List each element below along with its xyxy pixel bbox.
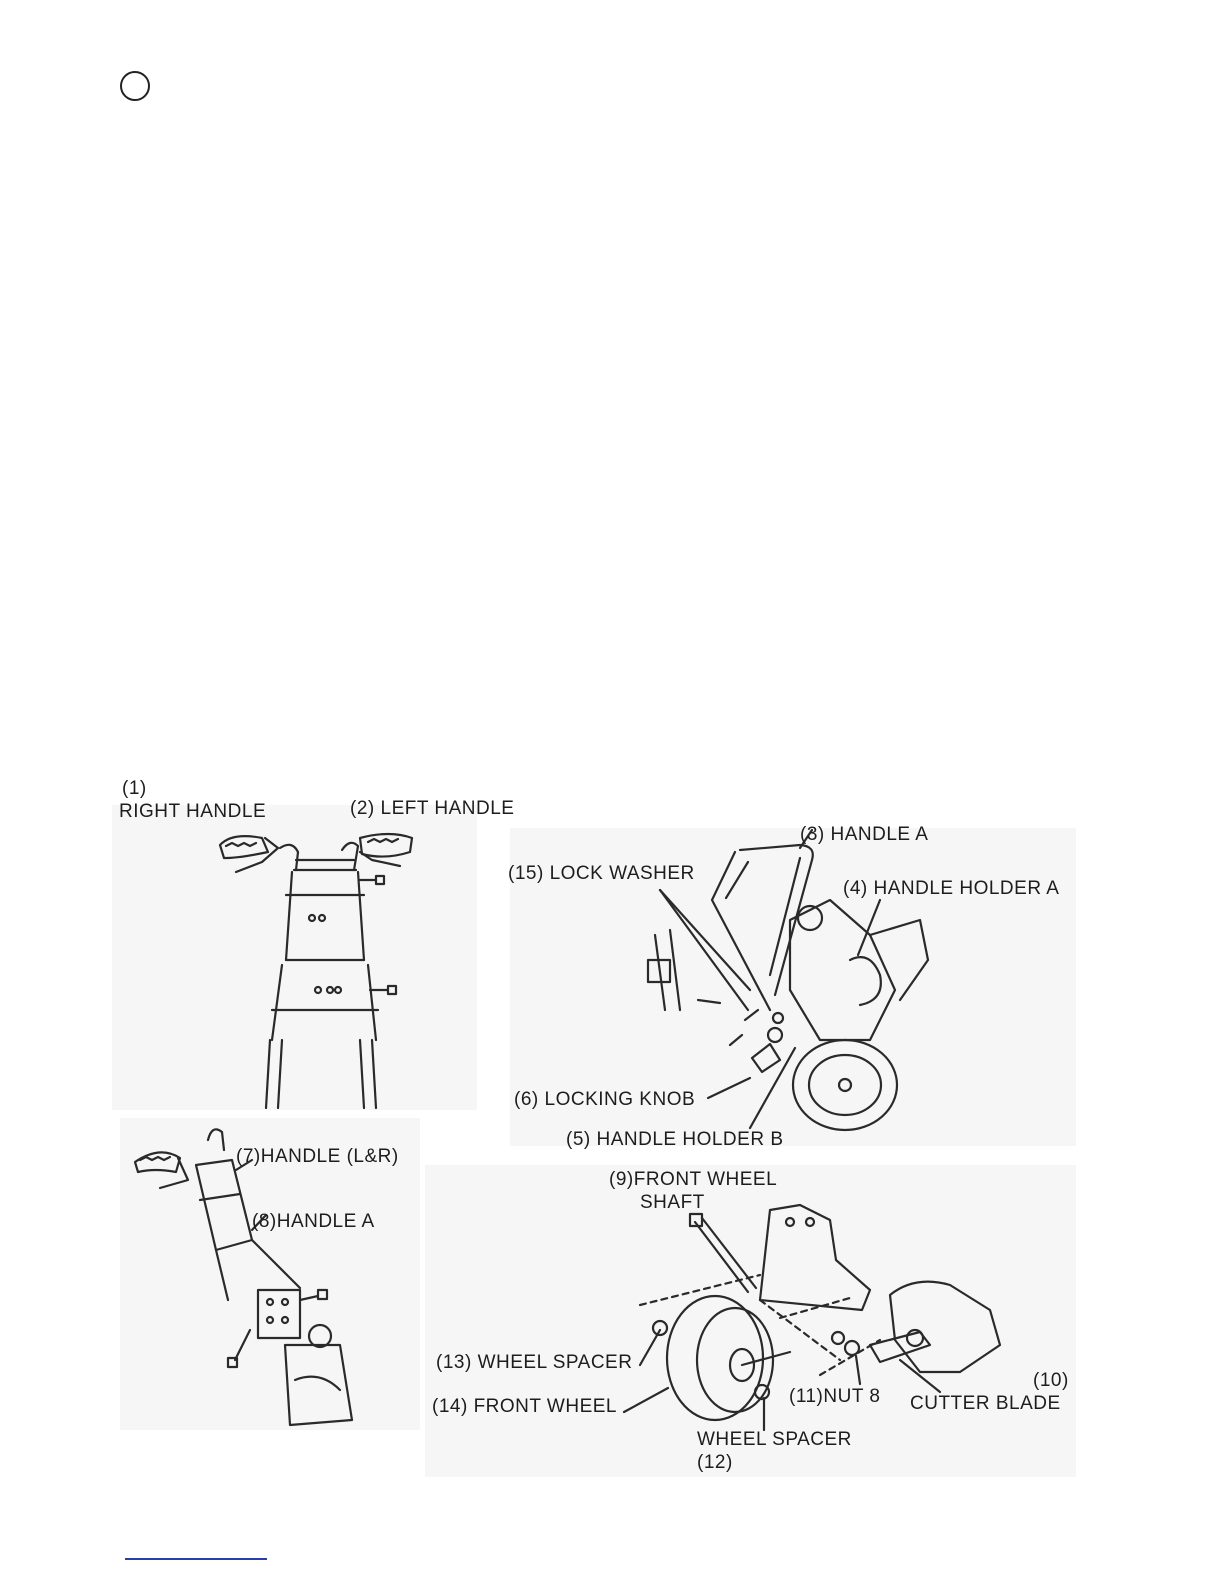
label-right-handle: RIGHT HANDLE [119, 801, 267, 822]
label-front-wheel: (14) FRONT WHEEL [432, 1396, 618, 1417]
handle-assembly-illustration [220, 834, 412, 1108]
label-left-handle: (2) LEFT HANDLE [350, 798, 515, 819]
label-handle-holder-b: (5) HANDLE HOLDER B [566, 1129, 784, 1150]
label-wheel-spacer-12-number: (12) [697, 1452, 733, 1473]
label-nut-8: (11)NUT 8 [789, 1386, 881, 1407]
label-wheel-spacer-12: WHEEL SPACER [697, 1429, 852, 1450]
label-right-handle-number: (1) [122, 778, 147, 799]
label-handle-l-r: (7)HANDLE (L&R) [236, 1146, 399, 1167]
label-locking-knob: (6) LOCKING KNOB [514, 1089, 696, 1110]
label-handle-holder-a: (4) HANDLE HOLDER A [843, 878, 1060, 899]
label-wheel-spacer-13: (13) WHEEL SPACER [436, 1352, 633, 1373]
side-handle-illustration [135, 1129, 352, 1425]
label-cutter-blade: CUTTER BLADE [910, 1393, 1061, 1414]
label-lock-washer: (15) LOCK WASHER [508, 863, 695, 884]
footer-rule [125, 1558, 267, 1560]
label-handle-a-side: (8)HANDLE A [252, 1211, 375, 1232]
label-front-wheel-shaft-cont: SHAFT [640, 1192, 705, 1213]
label-cutter-blade-number: (10) [1033, 1370, 1069, 1391]
label-handle-a-top: (3) HANDLE A [800, 824, 929, 845]
label-front-wheel-shaft: (9)FRONT WHEEL [609, 1169, 778, 1190]
